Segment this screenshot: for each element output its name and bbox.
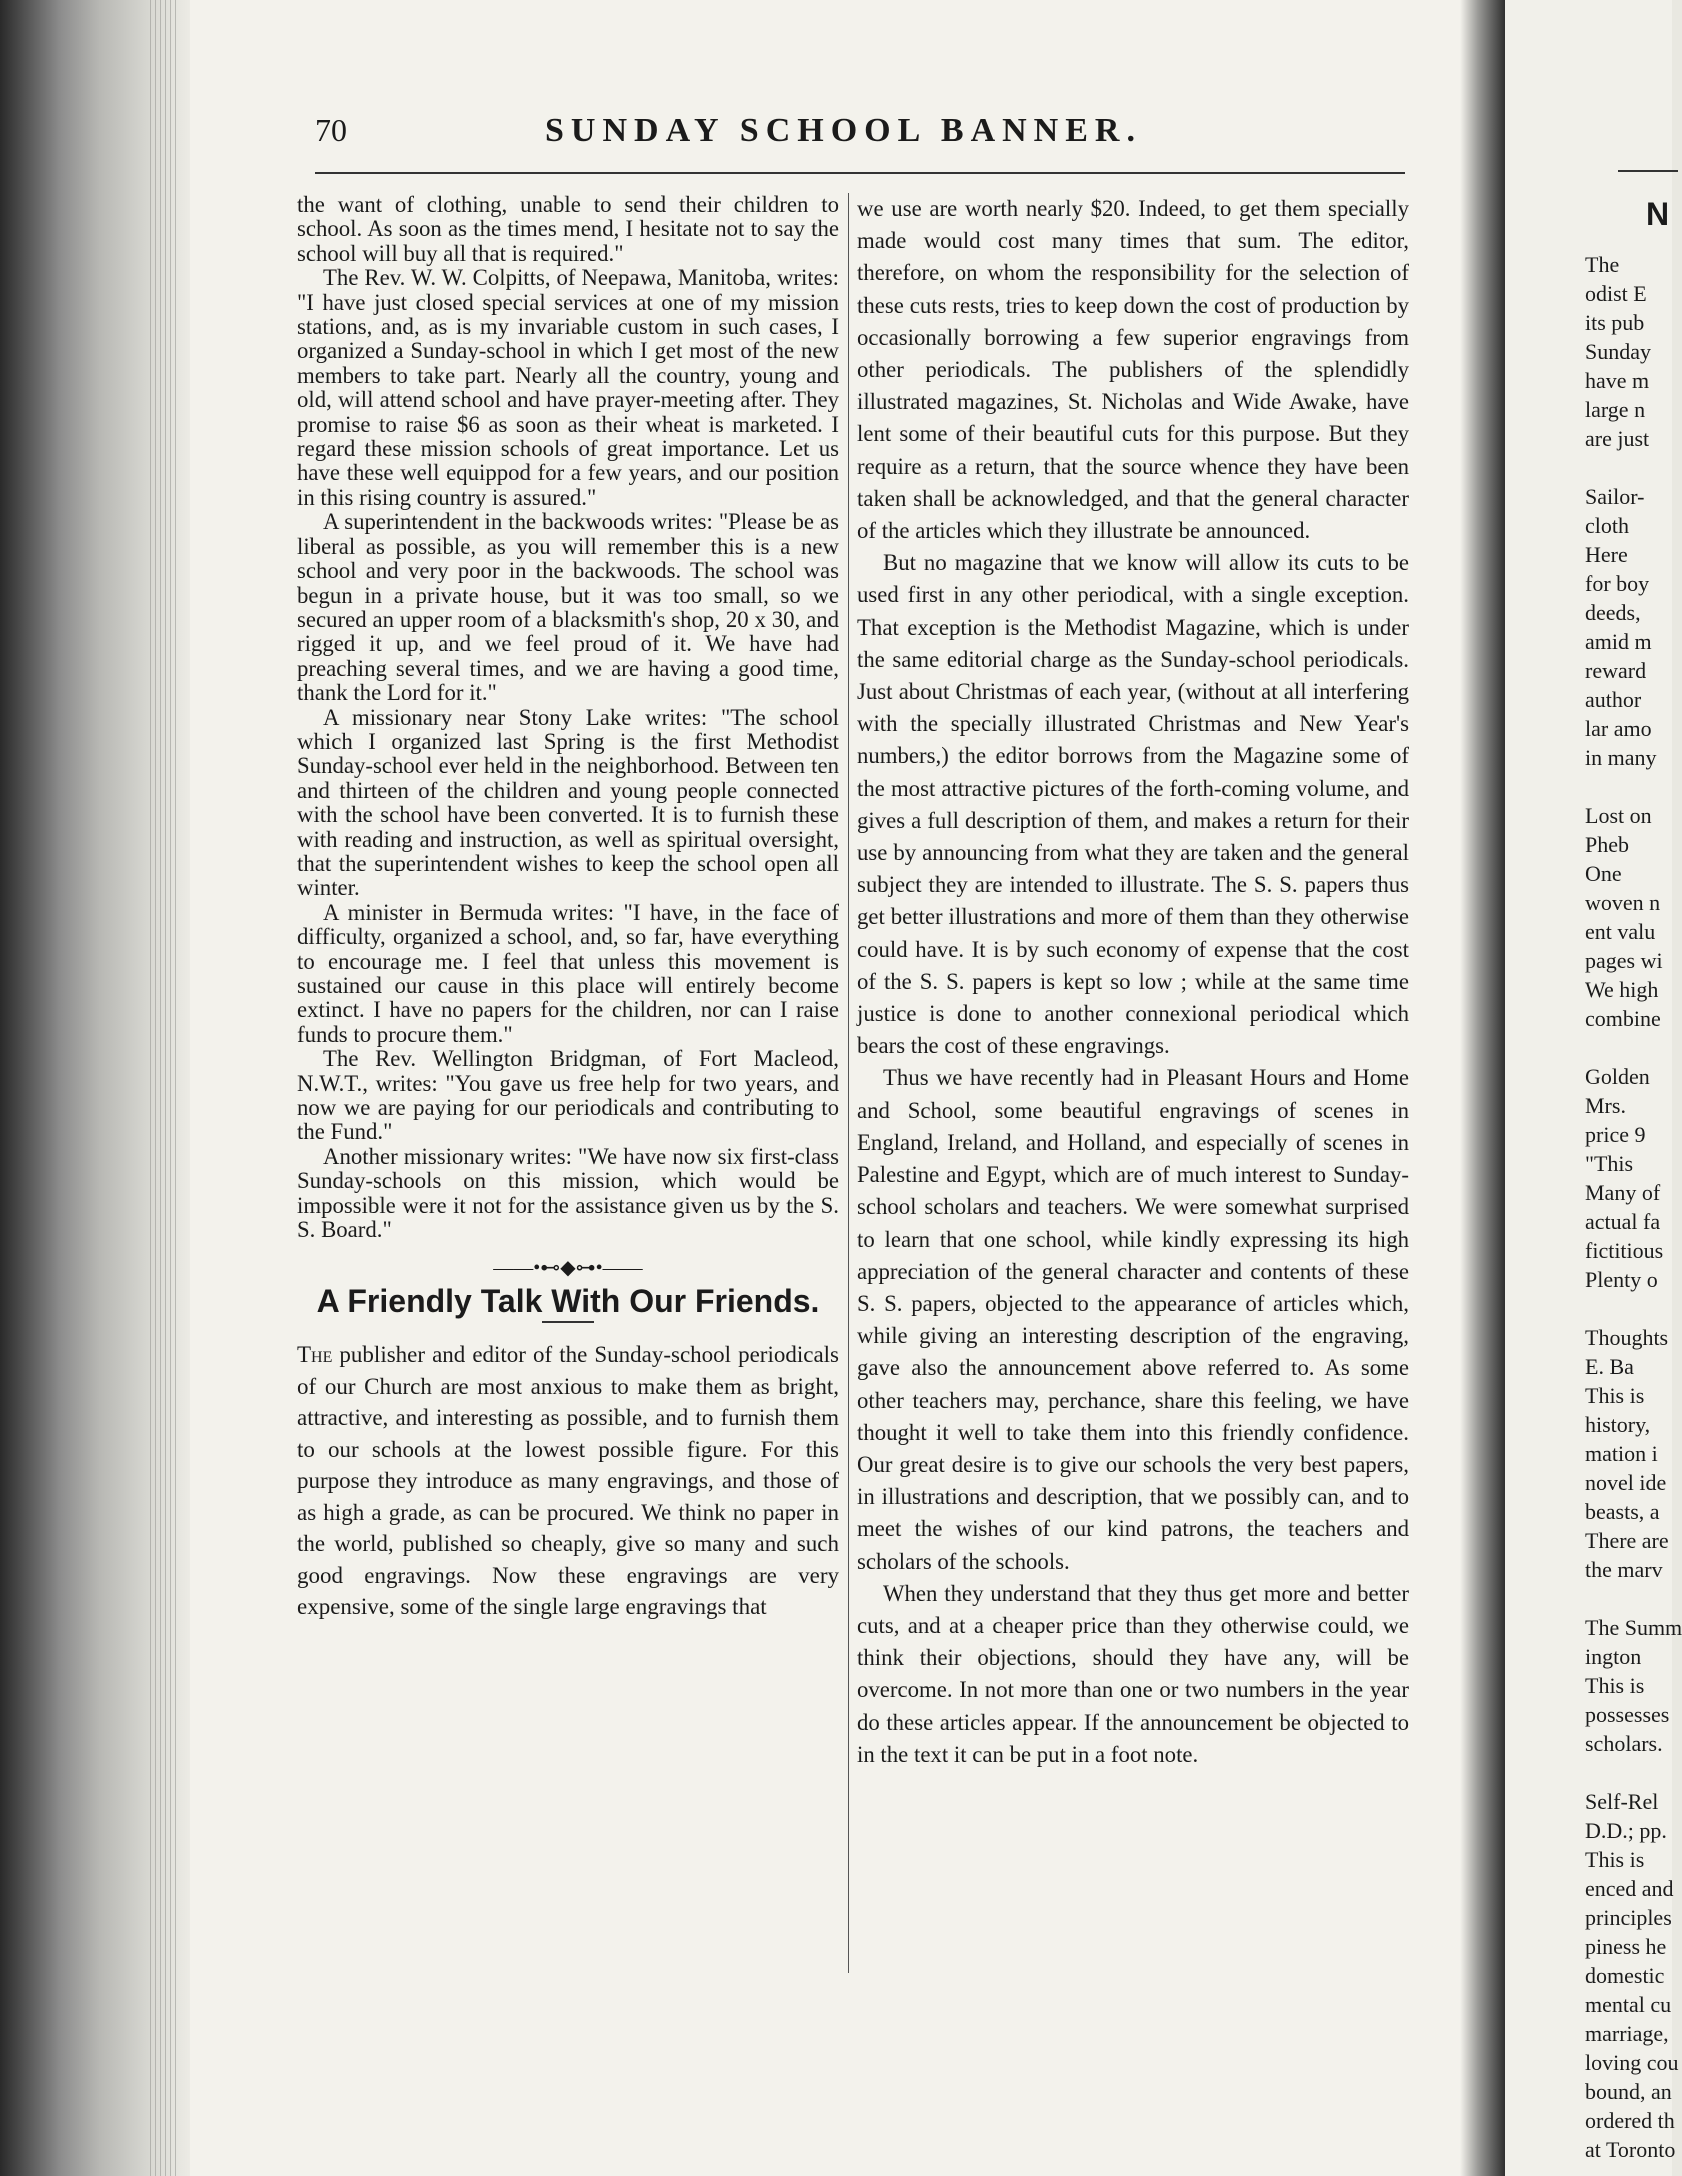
right-page-line: Lost on [1585, 803, 1652, 828]
right-page-line: at Toronto [1585, 2137, 1676, 2162]
right-page-line [1585, 1294, 1682, 1323]
right-page-line: This is [1585, 1383, 1645, 1408]
right-page-line: D.D.; pp. [1585, 1818, 1667, 1843]
right-page-line: The Summ [1585, 1615, 1682, 1640]
right-page [1505, 0, 1682, 2176]
right-page-line: odist E [1585, 281, 1647, 306]
paragraph: Thus we have recently had in Pleasant Hours and Home and School, some beautiful engravings of scenes in England, Ireland, and Holland, and especially of scenes in Palestine and Egypt, which are of much interest to Sunday-school scholars and teachers. We were somewhat surprised to learn that one school, while kindly expressing its high appreciation of the general character and contents of these S. S. papers, objected to the appearance of articles which, while giving an interesting description of the engraving, gave also the announcement above referred to. As some other teachers may, perchance, share this feeling, we have thought it well to take them into this friendly confidence. Our great desire is to give our schools the very best papers, in illustrations and description, that we possibly can, and to meet the wishes of our kind patrons, the teachers and scholars of the schools. [857, 1065, 1409, 1574]
paragraph [297, 1339, 839, 1623]
right-page-line: This is [1585, 1673, 1645, 1698]
right-page-line: combine [1585, 1006, 1661, 1031]
right-page-line: history, [1585, 1412, 1651, 1437]
right-page-line: This is [1585, 1847, 1645, 1872]
paragraph: A minister in Bermuda writes: "I have, in the face of difficulty, organized a school, and, so far, have everything to encourage me. I feel that unless this movement is sustained our cause in this place will entirely become extinct. I have no papers for the children, nor can I raise funds to procure them." [297, 899, 839, 1047]
right-page-line: ington [1585, 1644, 1642, 1669]
right-page-line: beasts, a [1585, 1499, 1660, 1524]
section-ornament: ——•⊷◆⊶•—— [493, 1257, 643, 1280]
right-page-line: marriage, [1585, 2021, 1669, 2046]
right-page-line: author [1585, 687, 1642, 712]
page-number: 70 [315, 112, 347, 148]
section-heading: A Friendly Talk With Our Friends. [316, 1282, 820, 1319]
right-page-line: its pub [1585, 310, 1645, 335]
right-page-line: actual fa [1585, 1209, 1661, 1234]
header-rule [315, 172, 1405, 174]
right-page-line [1585, 1758, 1682, 1787]
column-divider [848, 193, 849, 1973]
right-page-line [1585, 772, 1682, 801]
right-page-line: E. Ba [1585, 1354, 1634, 1379]
right-page-line: cloth [1585, 513, 1629, 538]
right-page-line: ordered th [1585, 2108, 1675, 2133]
paragraph: we use are worth nearly $20. Indeed, to get them specially made would cost many times that sum. The editor, therefore, on whom the responsibility for the selection of these cuts rests, tries to keep down the cost of production by occasionally borrowing a few superior engravings from other periodicals. The publishers of the splendidly illustrated magazines, St. Nicholas and Wide Awake, have lent some of their beautiful cuts for this purpose. But they require as a return, that the source whence they have been taken shall be acknowledged, and that the general character of the articles which they illustrate be announced. [857, 196, 1409, 544]
lead-word: The [297, 1342, 333, 1368]
heading-rule [542, 1321, 594, 1323]
paragraph-text: publisher and editor of the Sunday-school periodicals of our Church are most anxious to make them as bright, attractive, and interesting as possible, and to furnish them to our schools at the lowest possible figure. For this purpose they introduce as many engravings, and those of as high a grade, as can be procured. We think no paper in the world, published so cheaply, give so many and such good engravings. Now these engravings are very expensive, some of the single large engravings that [297, 1342, 839, 1620]
right-page-line: The [1585, 252, 1620, 277]
right-page-line: One [1585, 861, 1622, 886]
right-page-line: have m [1585, 368, 1650, 393]
right-page-line: We high [1585, 977, 1659, 1002]
paragraph: The Rev. Wellington Bridgman, of Fort Macleod, N.W.T., writes: "You gave us free help for two years, and now we are paying for our periodicals and contributing to the Fund." [297, 1046, 839, 1145]
left-column [297, 193, 839, 1623]
right-page-line: Self-Rel [1585, 1789, 1659, 1814]
right-page-line: mation i [1585, 1441, 1658, 1466]
right-page-heading: N [1646, 196, 1670, 232]
right-page-line: Sailor- [1585, 484, 1645, 509]
right-page-text [1585, 250, 1682, 2164]
right-page-line: enced and [1585, 1876, 1674, 1901]
paragraph: A superintendent in the backwoods writes: "Please be as liberal as possible, as you will remember this is a new school and very poor in the backwoods. The school was begun in a private house, but it was too small, so we secured an upper room of a blacksmith's shop, 20 x 30, and rigged it up, and we feel proud of it. We have had preaching several times, and we are having a good time, thank the Lord for it." [297, 509, 839, 706]
paragraph: But no magazine that we know will allow its cuts to be used first in any other periodical, with a single exception. That exception is the Methodist Magazine, which is under the same editorial charge as the Sunday-school periodicals. Just about Christmas of each year, (without at all interfering with the specially illustrated Christmas and New Year's numbers,) the editor borrows from the Magazine some of the most attractive pictures of the forth-coming volume, and gives a full description of them, and makes a return for their use by announcing from what they are taken and the general subject they are intended to illustrate. The S. S. papers thus get better illustrations and more of them than they otherwise could have. It is by such economy of expense that the cost of the S. S. papers is kept so low ; while at the same time justice is done to another connexional periodical which bears the cost of these engravings. [857, 550, 1409, 1059]
right-page-line: Sunday [1585, 339, 1651, 364]
paragraph: When they understand that they thus get more and better cuts, and at a cheaper price than they otherwise could, we think their objections, should they have any, will be overcome. In not more than one or two numbers in the year do these articles appear. If the announcement be objected to in the text it can be put in a foot note. [857, 1580, 1409, 1767]
right-page-line: pages wi [1585, 948, 1663, 973]
right-page-line: amid m [1585, 629, 1652, 654]
paragraph: the want of clothing, unable to send their children to school. As soon as the times mend, I hesitate not to say the school will buy all that is required." [297, 192, 839, 266]
right-page-line: are just [1585, 426, 1650, 451]
right-page-line: There are [1585, 1528, 1669, 1553]
right-page-rule [1618, 170, 1678, 172]
right-page-line: principles [1585, 1905, 1672, 1930]
right-page-line: Mrs. [1585, 1093, 1626, 1118]
right-page-line: deeds, [1585, 600, 1641, 625]
right-page-line: Here [1585, 542, 1628, 567]
right-page-line: the marv [1585, 1557, 1663, 1582]
right-page-line: for boy [1585, 571, 1650, 596]
right-column [857, 193, 1409, 1771]
article-body [297, 1339, 839, 1623]
right-page-line: loving cou [1585, 2050, 1679, 2075]
right-page-line: Many of [1585, 1180, 1661, 1205]
paragraph: The Rev. W. W. Colpitts, of Neepawa, Manitoba, writes: "I have just closed special services at one of my mission stations, and, as is my invariable custom in such cases, I organized a Sunday-school in which I get most of the new members to take part. Nearly all the country, young and old, will attend school and have prayer-meeting after. They promise to raise $6 as soon as their wheat is marketed. I regard these mission schools of great importance. Let us have these well equippod for a few years, and our position in this rising country is assured." [297, 265, 839, 510]
book-gutter [1460, 0, 1505, 2176]
right-page-line: scholars. [1585, 1731, 1663, 1756]
right-page-line: mental cu [1585, 1992, 1672, 2017]
right-page-line: Golden [1585, 1064, 1650, 1089]
right-page-line [1585, 453, 1682, 482]
right-page-line: fictitious [1585, 1238, 1664, 1263]
page-header [315, 112, 1415, 162]
paragraph: Another missionary writes: "We have now six first-class Sunday-schools on this mission, which would be impossible were it not for the assistance given us by the S. S. Board." [297, 1143, 839, 1243]
right-page-line: ent valu [1585, 919, 1656, 944]
right-page-line: Thoughts [1585, 1325, 1669, 1350]
right-page-line: Pheb [1585, 832, 1629, 857]
right-page-line: large n [1585, 397, 1646, 422]
right-page-line: Plenty o [1585, 1267, 1658, 1292]
right-page-line: in many [1585, 745, 1657, 770]
right-page-line [1585, 1584, 1682, 1613]
right-page-line: domestic [1585, 1963, 1665, 1988]
right-page-line: piness he [1585, 1934, 1667, 1959]
right-page-line: novel ide [1585, 1470, 1667, 1495]
right-page-line: "This [1585, 1151, 1634, 1176]
right-page-line [1585, 1033, 1682, 1062]
paragraph: A missionary near Stony Lake writes: "The school which I organized last Spring is the first Methodist Sunday-school ever held in the neighborhood. Between ten and thirteen of the children and young people connected with the school have been converted. It is to furnish these with reading and instruction, as well as spiritual oversight, that the superintendent wishes to keep the school open all winter. [297, 704, 839, 901]
right-page-line: bound, an [1585, 2079, 1672, 2104]
publication-title: SUNDAY SCHOOL BANNER. [545, 112, 1142, 149]
right-page-line: lar amo [1585, 716, 1652, 741]
page-edges [150, 0, 180, 2176]
right-page-line: possesses [1585, 1702, 1670, 1727]
right-page-line: woven n [1585, 890, 1661, 915]
right-page-line: price 9 [1585, 1122, 1646, 1147]
right-page-line: reward [1585, 658, 1647, 683]
